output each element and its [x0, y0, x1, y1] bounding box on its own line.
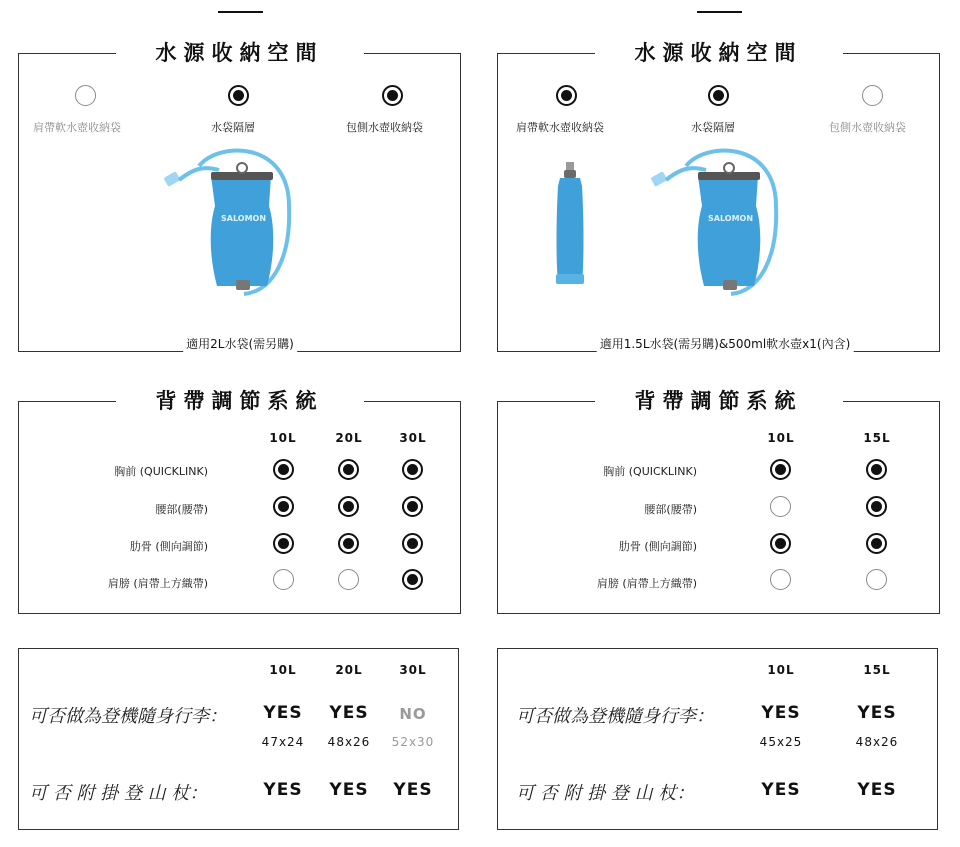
harness-radio	[770, 569, 791, 590]
option-label-side-pocket: 包側水壺收納袋	[829, 121, 906, 134]
hydration-bladder-image	[159, 146, 319, 306]
harness-radio	[273, 459, 294, 480]
option-label-shoulder-flask: 肩帶軟水壺收納袋	[33, 121, 121, 134]
carryon-answer-15l: YES	[857, 703, 897, 723]
size-10l: 47x24	[261, 735, 305, 749]
harness-title-right: 背帶調節系統	[498, 386, 939, 416]
harness-radio	[338, 459, 359, 480]
storage-title-left: 水源收納空間	[19, 38, 460, 68]
harness-radio	[402, 533, 423, 554]
top-mark-left	[218, 11, 263, 13]
option-radio-side-pocket	[862, 85, 883, 106]
harness-panel-left	[18, 389, 461, 614]
carryon-answer-10l: YES	[263, 703, 303, 723]
harness-radio	[338, 569, 359, 590]
row-label-shoulder: 肩膀 (肩帶上方織帶)	[107, 577, 208, 590]
harness-radio	[402, 569, 423, 590]
poles-answer-10l: YES	[761, 780, 801, 800]
option-radio-side-pocket	[382, 85, 403, 106]
row-label-waist: 腰部(腰帶)	[155, 503, 208, 516]
harness-radio	[770, 459, 791, 480]
harness-radio	[273, 533, 294, 554]
row-label-ribs: 肋骨 (側向調節)	[129, 540, 208, 553]
harness-panel-right	[497, 389, 940, 614]
soft-flask-image	[550, 162, 590, 292]
row-label-ribs: 肋骨 (側向調節)	[618, 540, 697, 553]
col-head-20l: 20L	[335, 663, 363, 677]
size-10l: 45x25	[759, 735, 803, 749]
row-label-shoulder: 肩膀 (肩帶上方織帶)	[596, 577, 697, 590]
storage-title-right: 水源收納空間	[498, 38, 939, 68]
option-label-bladder-sleeve: 水袋隔層	[691, 121, 735, 134]
poles-question: 可 否 附 掛 登 山 杖：	[516, 783, 695, 804]
harness-radio	[402, 459, 423, 480]
bladder-brand-text: SALOMON	[221, 214, 267, 223]
poles-answer-30l: YES	[393, 780, 433, 800]
col-head-30l: 30L	[399, 663, 427, 677]
harness-radio	[770, 533, 791, 554]
harness-radio	[402, 496, 423, 517]
top-mark-right	[697, 11, 742, 13]
poles-answer-10l: YES	[263, 780, 303, 800]
bladder-brand-text: SALOMON	[708, 214, 754, 223]
travel-panel-left	[18, 648, 459, 830]
storage-panel-right	[497, 41, 940, 352]
col-head-10l: 10L	[767, 663, 795, 677]
col-head-30l: 30L	[399, 431, 427, 445]
harness-radio	[866, 496, 887, 517]
col-head-20l: 20L	[335, 431, 363, 445]
harness-radio	[338, 496, 359, 517]
travel-panel-right	[497, 648, 938, 830]
col-head-15l: 15L	[863, 431, 891, 445]
option-label-side-pocket: 包側水壺收納袋	[346, 121, 423, 134]
option-label-bladder-sleeve: 水袋隔層	[211, 121, 255, 134]
carryon-answer-20l: YES	[329, 703, 369, 723]
col-head-10l: 10L	[269, 663, 297, 677]
carryon-question: 可否做為登機隨身行李：	[516, 706, 714, 727]
row-label-chest: 胸前 (QUICKLINK)	[114, 465, 208, 478]
row-label-chest: 胸前 (QUICKLINK)	[603, 465, 697, 478]
size-15l: 48x26	[855, 735, 899, 749]
storage-panel-left	[18, 41, 461, 352]
harness-radio	[866, 569, 887, 590]
harness-radio	[273, 569, 294, 590]
harness-title-left: 背帶調節系統	[19, 386, 460, 416]
harness-radio	[866, 533, 887, 554]
option-radio-shoulder-flask	[75, 85, 96, 106]
poles-question: 可 否 附 掛 登 山 杖：	[29, 783, 208, 804]
col-head-10l: 10L	[767, 431, 795, 445]
row-label-waist: 腰部(腰帶)	[644, 503, 697, 516]
col-head-10l: 10L	[269, 431, 297, 445]
storage-caption-right: 適用1.5L水袋(需另購)&500ml軟水壺x1(內含)	[597, 335, 854, 352]
option-radio-bladder-sleeve	[228, 85, 249, 106]
carryon-answer-10l: YES	[761, 703, 801, 723]
poles-answer-15l: YES	[857, 780, 897, 800]
carryon-answer-30l: NO	[399, 705, 427, 723]
hydration-bladder-image	[646, 146, 806, 306]
col-head-15l: 15L	[863, 663, 891, 677]
harness-radio	[338, 533, 359, 554]
poles-answer-20l: YES	[329, 780, 369, 800]
harness-radio	[770, 496, 791, 517]
option-radio-shoulder-flask	[556, 85, 577, 106]
option-label-shoulder-flask: 肩帶軟水壺收納袋	[516, 121, 604, 134]
carryon-question: 可否做為登機隨身行李：	[29, 706, 227, 727]
harness-radio	[866, 459, 887, 480]
storage-caption-left: 適用2L水袋(需另購)	[183, 335, 297, 352]
size-30l: 52x30	[391, 735, 435, 749]
size-20l: 48x26	[327, 735, 371, 749]
option-radio-bladder-sleeve	[708, 85, 729, 106]
harness-radio	[273, 496, 294, 517]
